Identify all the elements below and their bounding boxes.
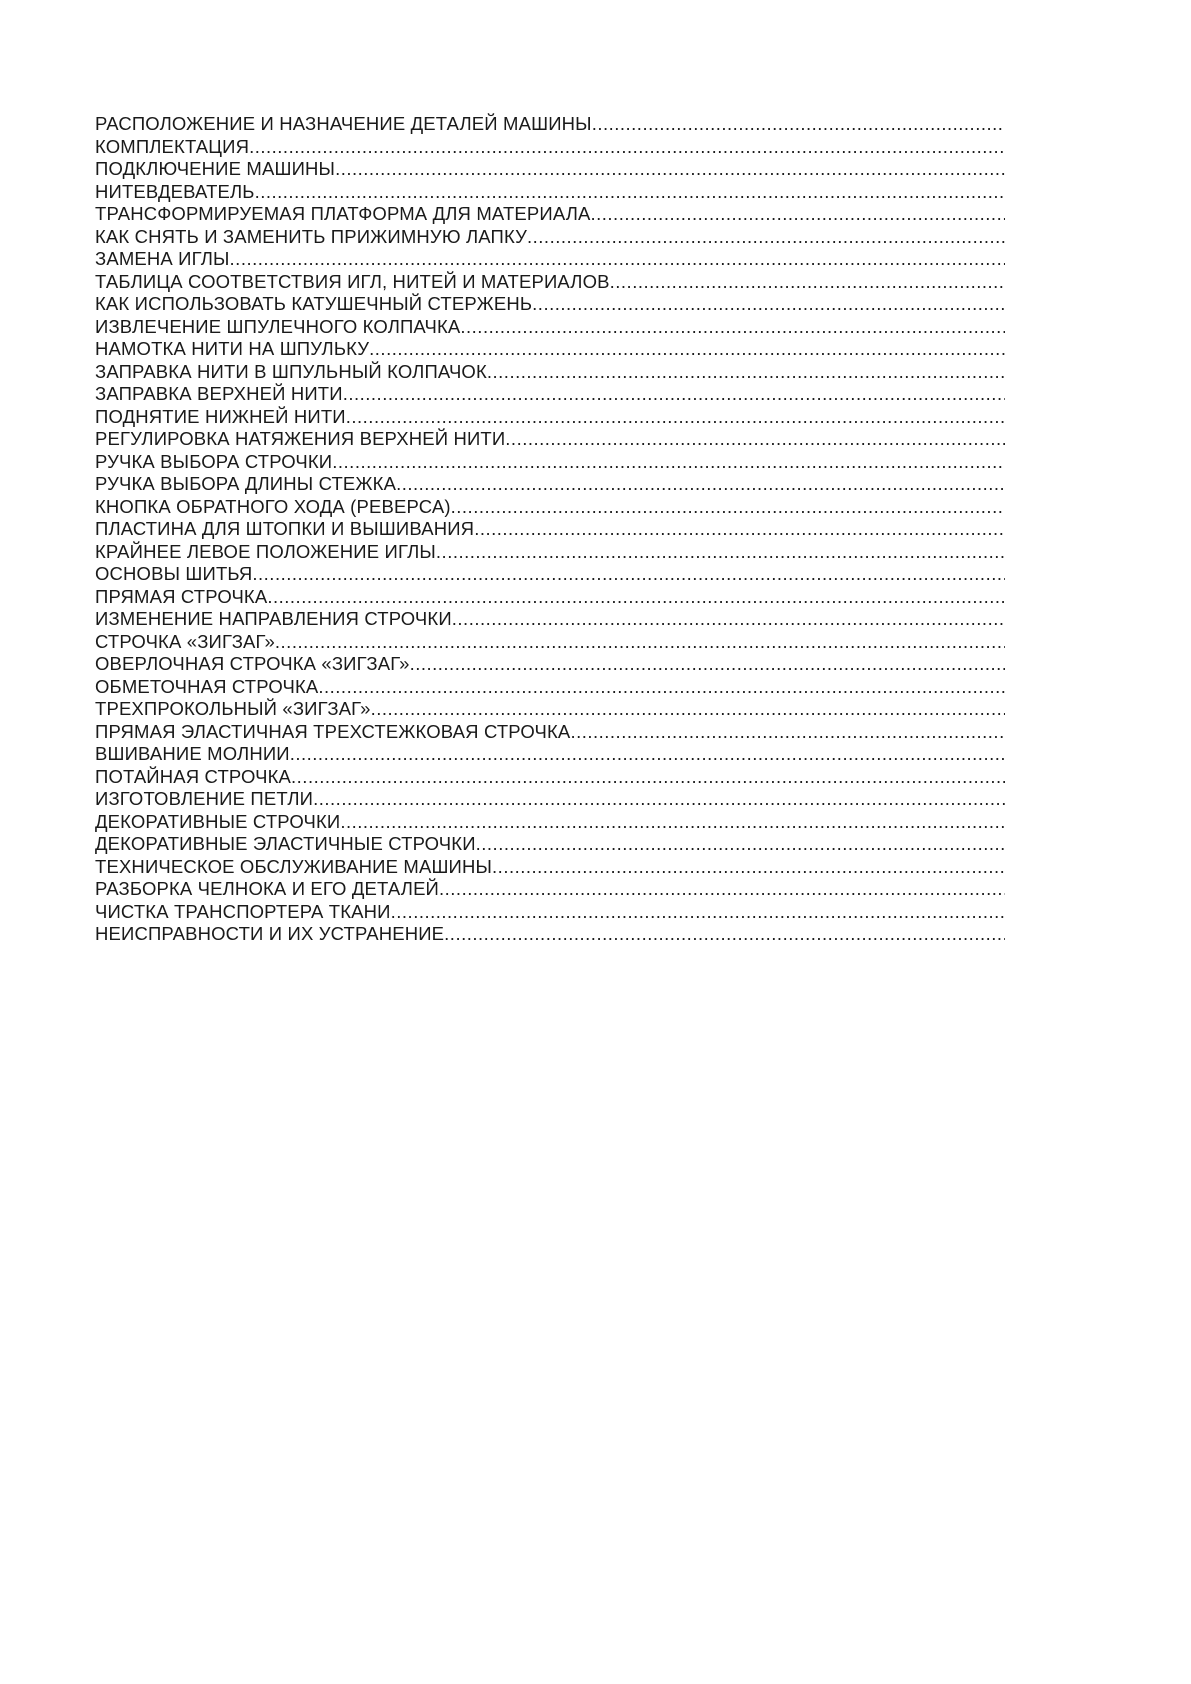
toc-entry <box>95 833 1005 856</box>
toc-leader-dots <box>391 901 1005 924</box>
toc-entry-title: ИЗМЕНЕНИЕ НАПРАВЛЕНИЯ СТРОЧКИ <box>95 608 452 629</box>
toc-entry-title: КАК СНЯТЬ И ЗАМЕНИТЬ ПРИЖИМНУЮ ЛАПКУ <box>95 225 528 247</box>
toc-leader-dots <box>527 226 1005 249</box>
toc-entry-title: ПОДНЯТИЕ НИЖНЕЙ НИТИ <box>95 405 346 427</box>
toc-leader-dots <box>291 766 1005 789</box>
toc-entry <box>95 158 1005 181</box>
toc-entry-title: ТРЕХПРОКОЛЬНЫЙ «ЗИГЗАГ» <box>95 698 371 719</box>
toc-entry-title: ПОТАЙНАЯ СТРОЧКА <box>95 765 292 787</box>
toc-entry <box>95 563 1005 586</box>
toc-entry <box>95 113 1005 136</box>
toc-entry-title: КРАЙНЕЕ ЛЕВОЕ ПОЛОЖЕНИЕ ИГЛЫ <box>95 540 436 562</box>
toc-entry <box>95 361 1005 384</box>
toc-entry <box>95 743 1005 766</box>
toc-entry-title: ПРЯМАЯ СТРОЧКА <box>95 585 268 607</box>
toc-leader-dots <box>255 181 1005 204</box>
toc-leader-dots <box>610 271 1005 294</box>
toc-entry <box>95 698 1005 721</box>
toc-leader-dots <box>591 203 1006 226</box>
toc-entry <box>95 586 1005 609</box>
toc-entry-title: ЗАПРАВКА НИТИ В ШПУЛЬНЫЙ КОЛПАЧОК <box>95 360 487 382</box>
toc-leader-dots <box>487 361 1005 384</box>
toc-entry <box>95 721 1005 744</box>
toc-entry <box>95 788 1005 811</box>
toc-entry <box>95 136 1005 159</box>
toc-entry-title: КОМПЛЕКТАЦИЯ <box>95 135 250 157</box>
toc-entry-title: ТАБЛИЦА СООТВЕТСТВИЯ ИГЛ, НИТЕЙ И МАТЕРИАЛОВ <box>95 270 610 292</box>
toc-entry-title: ЧИСТКА ТРАНСПОРТЕРА ТКАНИ <box>95 900 391 922</box>
toc-leader-dots <box>460 316 1005 339</box>
toc-entry <box>95 248 1005 271</box>
toc-entry <box>95 181 1005 204</box>
toc-entry <box>95 226 1005 249</box>
toc-entry <box>95 406 1005 429</box>
toc-leader-dots <box>371 698 1005 721</box>
toc-entry <box>95 518 1005 541</box>
toc-entry <box>95 811 1005 834</box>
toc-entry-title: РАСПОЛОЖЕНИЕ И НАЗНАЧЕНИЕ ДЕТАЛЕЙ МАШИНЫ <box>95 113 592 134</box>
toc-leader-dots <box>452 608 1005 631</box>
toc-entry <box>95 316 1005 339</box>
toc-leader-dots <box>335 158 1005 181</box>
toc-leader-dots <box>505 428 1005 451</box>
toc-entry-title: ЗАМЕНА ИГЛЫ <box>95 248 230 269</box>
toc-leader-dots <box>230 248 1005 271</box>
toc-entry <box>95 496 1005 519</box>
toc-leader-dots <box>252 563 1005 586</box>
toc-entry-title: РЕГУЛИРОВКА НАТЯЖЕНИЯ ВЕРХНЕЙ НИТИ <box>95 428 506 449</box>
toc-entry <box>95 676 1005 699</box>
toc-leader-dots <box>313 788 1005 811</box>
toc-leader-dots <box>436 541 1005 564</box>
toc-leader-dots <box>318 676 1005 699</box>
toc-entry-title: ЗАПРАВКА ВЕРХНЕЙ НИТИ <box>95 383 343 404</box>
toc-entry-title: СТРОЧКА «ЗИГЗАГ» <box>95 630 275 652</box>
toc-leader-dots <box>476 833 1005 856</box>
toc-entry-title: ИЗВЛЕЧЕНИЕ ШПУЛЕЧНОГО КОЛПАЧКА <box>95 315 461 337</box>
toc-entry-title: ДЕКОРАТИВНЫЕ СТРОЧКИ <box>95 810 341 832</box>
toc-entry <box>95 878 1005 901</box>
toc-leader-dots <box>410 653 1005 676</box>
toc-leader-dots <box>346 406 1005 429</box>
toc-entry-title: КНОПКА ОБРАТНОГО ХОДА (РЕВЕРСА) <box>95 495 451 517</box>
toc-entry-title: ОСНОВЫ ШИТЬЯ <box>95 563 253 584</box>
toc-leader-dots <box>592 113 1005 136</box>
toc-leader-dots <box>369 338 1005 361</box>
toc-entry <box>95 608 1005 631</box>
toc-entry-title: ДЕКОРАТИВНЫЕ ЭЛАСТИЧНЫЕ СТРОЧКИ <box>95 833 476 854</box>
toc-entry <box>95 473 1005 496</box>
toc-entry <box>95 451 1005 474</box>
toc-entry <box>95 631 1005 654</box>
toc-entry <box>95 541 1005 564</box>
toc-entry-title: ПОДКЛЮЧЕНИЕ МАШИНЫ <box>95 158 336 179</box>
toc-entry-title: РУЧКА ВЫБОРА СТРОЧКИ <box>95 450 333 472</box>
toc-entry <box>95 428 1005 451</box>
toc-entry-title: НАМОТКА НИТИ НА ШПУЛЬКУ <box>95 338 370 359</box>
toc-leader-dots <box>332 451 1005 474</box>
toc-leader-dots <box>570 721 1005 744</box>
toc-entry <box>95 383 1005 406</box>
toc-entry-title: ТЕХНИЧЕСКОЕ ОБСЛУЖИВАНИЕ МАШИНЫ <box>95 855 493 877</box>
toc-leader-dots <box>396 473 1005 496</box>
toc-entry <box>95 766 1005 789</box>
toc-entry-title: ОБМЕТОЧНАЯ СТРОЧКА <box>95 675 319 697</box>
toc-entry-title: ПЛАСТИНА ДЛЯ ШТОПКИ И ВЫШИВАНИЯ <box>95 518 475 539</box>
toc-leader-dots <box>439 878 1005 901</box>
toc-entry-title: КАК ИСПОЛЬЗОВАТЬ КАТУШЕЧНЫЙ СТЕРЖЕНЬ <box>95 293 533 314</box>
toc-entry <box>95 271 1005 294</box>
toc-entry-title: РАЗБОРКА ЧЕЛНОКА И ЕГО ДЕТАЛЕЙ <box>95 878 440 899</box>
table-of-contents <box>95 113 1005 946</box>
toc-entry-title: ТРАНСФОРМИРУЕМАЯ ПЛАТФОРМА ДЛЯ МАТЕРИАЛА <box>95 203 591 224</box>
toc-leader-dots <box>474 518 1005 541</box>
toc-entry-title: РУЧКА ВЫБОРА ДЛИНЫ СТЕЖКА <box>95 473 397 494</box>
toc-leader-dots <box>444 923 1005 946</box>
toc-leader-dots <box>532 293 1005 316</box>
toc-leader-dots <box>249 136 1005 159</box>
toc-leader-dots <box>451 496 1005 519</box>
toc-entry <box>95 203 1005 226</box>
toc-leader-dots <box>267 586 1005 609</box>
toc-entry-title: ОВЕРЛОЧНАЯ СТРОЧКА «ЗИГЗАГ» <box>95 653 410 674</box>
toc-entry-title: НЕИСПРАВНОСТИ И ИХ УСТРАНЕНИЕ <box>95 923 445 944</box>
toc-leader-dots <box>343 383 1005 406</box>
toc-entry <box>95 856 1005 879</box>
toc-leader-dots <box>275 631 1005 654</box>
toc-entry-title: НИТЕВДЕВАТЕЛЬ <box>95 180 255 202</box>
toc-leader-dots <box>492 856 1005 879</box>
toc-entry <box>95 653 1005 676</box>
toc-leader-dots <box>290 743 1005 766</box>
toc-entry-title: ВШИВАНИЕ МОЛНИИ <box>95 743 290 764</box>
toc-entry <box>95 923 1005 946</box>
toc-leader-dots <box>340 811 1005 834</box>
toc-entry-title: ИЗГОТОВЛЕНИЕ ПЕТЛИ <box>95 788 314 809</box>
toc-entry <box>95 293 1005 316</box>
toc-entry-title: ПРЯМАЯ ЭЛАСТИЧНАЯ ТРЕХСТЕЖКОВАЯ СТРОЧКА <box>95 720 571 742</box>
toc-entry <box>95 338 1005 361</box>
toc-entry <box>95 901 1005 924</box>
